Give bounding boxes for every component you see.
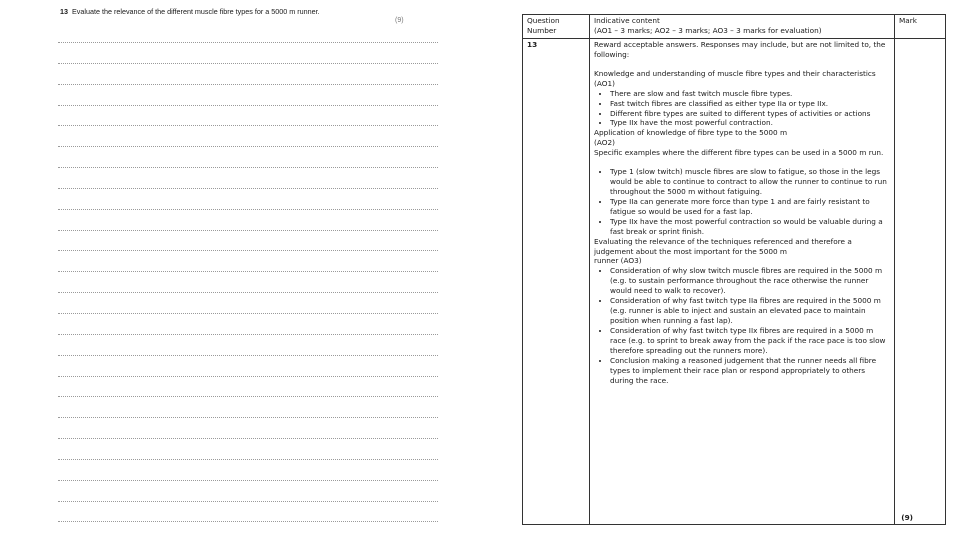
ao2-bullet: • Type IIa can generate more force than type 1 and are fairly resistant to fatigue so would be used for a fast lap. <box>610 197 890 217</box>
ao3-bullet: • Conclusion making a reasoned judgement that the runner needs all fibre types to implement their race plan or respond appropriately to others during the race. <box>610 356 890 386</box>
ao3-heading: Evaluating the relevance of the techniques referenced and therefore a judgement about the most important for the 5000 m <box>594 236 852 256</box>
intro-text: Reward acceptable answers. Responses may include, but are not limited to, the following: <box>594 40 886 59</box>
answer-line[interactable] <box>58 42 438 43</box>
ao3-bullet: • Consideration of why slow twitch muscle fibres are required in the 5000 m (e.g. to sustain performance throughout the race otherwise the runner would need to walk to recover). <box>610 266 890 296</box>
question-marks: (9) <box>395 17 404 24</box>
question-prompt: Evaluate the relevance of the different muscle fibre types for a 5000 m runner. <box>72 7 320 16</box>
answer-line[interactable] <box>58 167 438 168</box>
ao3-heading-tag: runner (AO3) <box>594 256 642 266</box>
answer-line[interactable] <box>58 84 438 85</box>
answer-line[interactable] <box>58 376 438 377</box>
ao2-bullet: • Type 1 (slow twitch) muscle fibres are slow to fatigue, so those in the legs would be able to continue to contract to allow the runner to continue to run throughout the 5000 m without fatiguing. <box>610 167 890 197</box>
header-mark: Mark <box>895 15 946 39</box>
ao1-bullet: • Different fibre types are suited to different types of activities or actions <box>610 109 890 119</box>
ao2-intro: Specific examples where the different fibre types can be used in a 5000 m run. <box>594 148 884 158</box>
ao2-bullet: • Type IIx have the most powerful contraction so would be valuable during a fast break or sprint finish. <box>610 217 890 237</box>
answer-line[interactable] <box>58 292 438 293</box>
ao2-heading: Application of knowledge of fibre type to the 5000 m <box>594 128 788 138</box>
mark-scheme-body-row <box>523 39 946 525</box>
answer-line[interactable] <box>58 396 438 397</box>
answer-line[interactable] <box>58 188 438 189</box>
ao2-bullets <box>594 167 890 236</box>
ao1-bullet: • Type IIx have the most powerful contraction. <box>610 118 890 128</box>
question-number-cell: 13 <box>523 39 590 525</box>
answer-line[interactable] <box>58 521 438 522</box>
answer-line[interactable] <box>58 63 438 64</box>
mark-cell <box>895 39 946 525</box>
answer-lines[interactable] <box>58 42 438 542</box>
total-mark: (9) <box>901 513 913 523</box>
mark-scheme-header-row <box>523 15 946 39</box>
answer-line[interactable] <box>58 313 438 314</box>
answer-line[interactable] <box>58 438 438 439</box>
mark-scheme-table <box>522 14 946 525</box>
header-question-number: Question Number <box>523 15 590 39</box>
answer-line[interactable] <box>58 230 438 231</box>
ao3-bullet: • Consideration of why fast twitch type IIx fibres are required in a 5000 m race (e.g. to sprint to break away from the pack if the race pace is too slow therefore spreading out the runners more). <box>610 326 890 356</box>
question-number: 13 <box>60 7 68 16</box>
answer-line[interactable] <box>58 459 438 460</box>
answer-line[interactable] <box>58 271 438 272</box>
header-indicative-content <box>590 15 895 39</box>
ao3-bullets <box>594 266 890 385</box>
header-ao-breakdown: (AO1 – 3 marks; AO2 – 3 marks; AO3 – 3 marks for evaluation) <box>594 25 822 35</box>
answer-line[interactable] <box>58 125 438 126</box>
ao1-bullet: • There are slow and fast twitch muscle fibre types. <box>610 89 890 99</box>
answer-line[interactable] <box>58 105 438 106</box>
answer-line[interactable] <box>58 146 438 147</box>
answer-line[interactable] <box>58 209 438 210</box>
header-indicative-title: Indicative content <box>594 16 660 25</box>
indicative-content-cell <box>590 39 895 525</box>
answer-line[interactable] <box>58 417 438 418</box>
question-text <box>60 7 320 16</box>
answer-line[interactable] <box>58 355 438 356</box>
ao1-bullet: • Fast twitch fibres are classified as either type IIa or type IIx. <box>610 99 890 109</box>
ao1-bullets <box>594 89 890 129</box>
answer-line[interactable] <box>58 250 438 251</box>
ao3-bullet: • Consideration of why fast twitch type IIa fibres are required in the 5000 m (e.g. runner is able to inject and sustain an elevated pace to maintain position when running a fast lap). <box>610 296 890 326</box>
answer-line[interactable] <box>58 480 438 481</box>
answer-line[interactable] <box>58 501 438 502</box>
ao1-heading: Knowledge and understanding of muscle fibre types and their characteristics (AO1) <box>594 68 876 88</box>
ao2-heading-tag: (AO2) <box>594 138 615 148</box>
answer-line[interactable] <box>58 334 438 335</box>
